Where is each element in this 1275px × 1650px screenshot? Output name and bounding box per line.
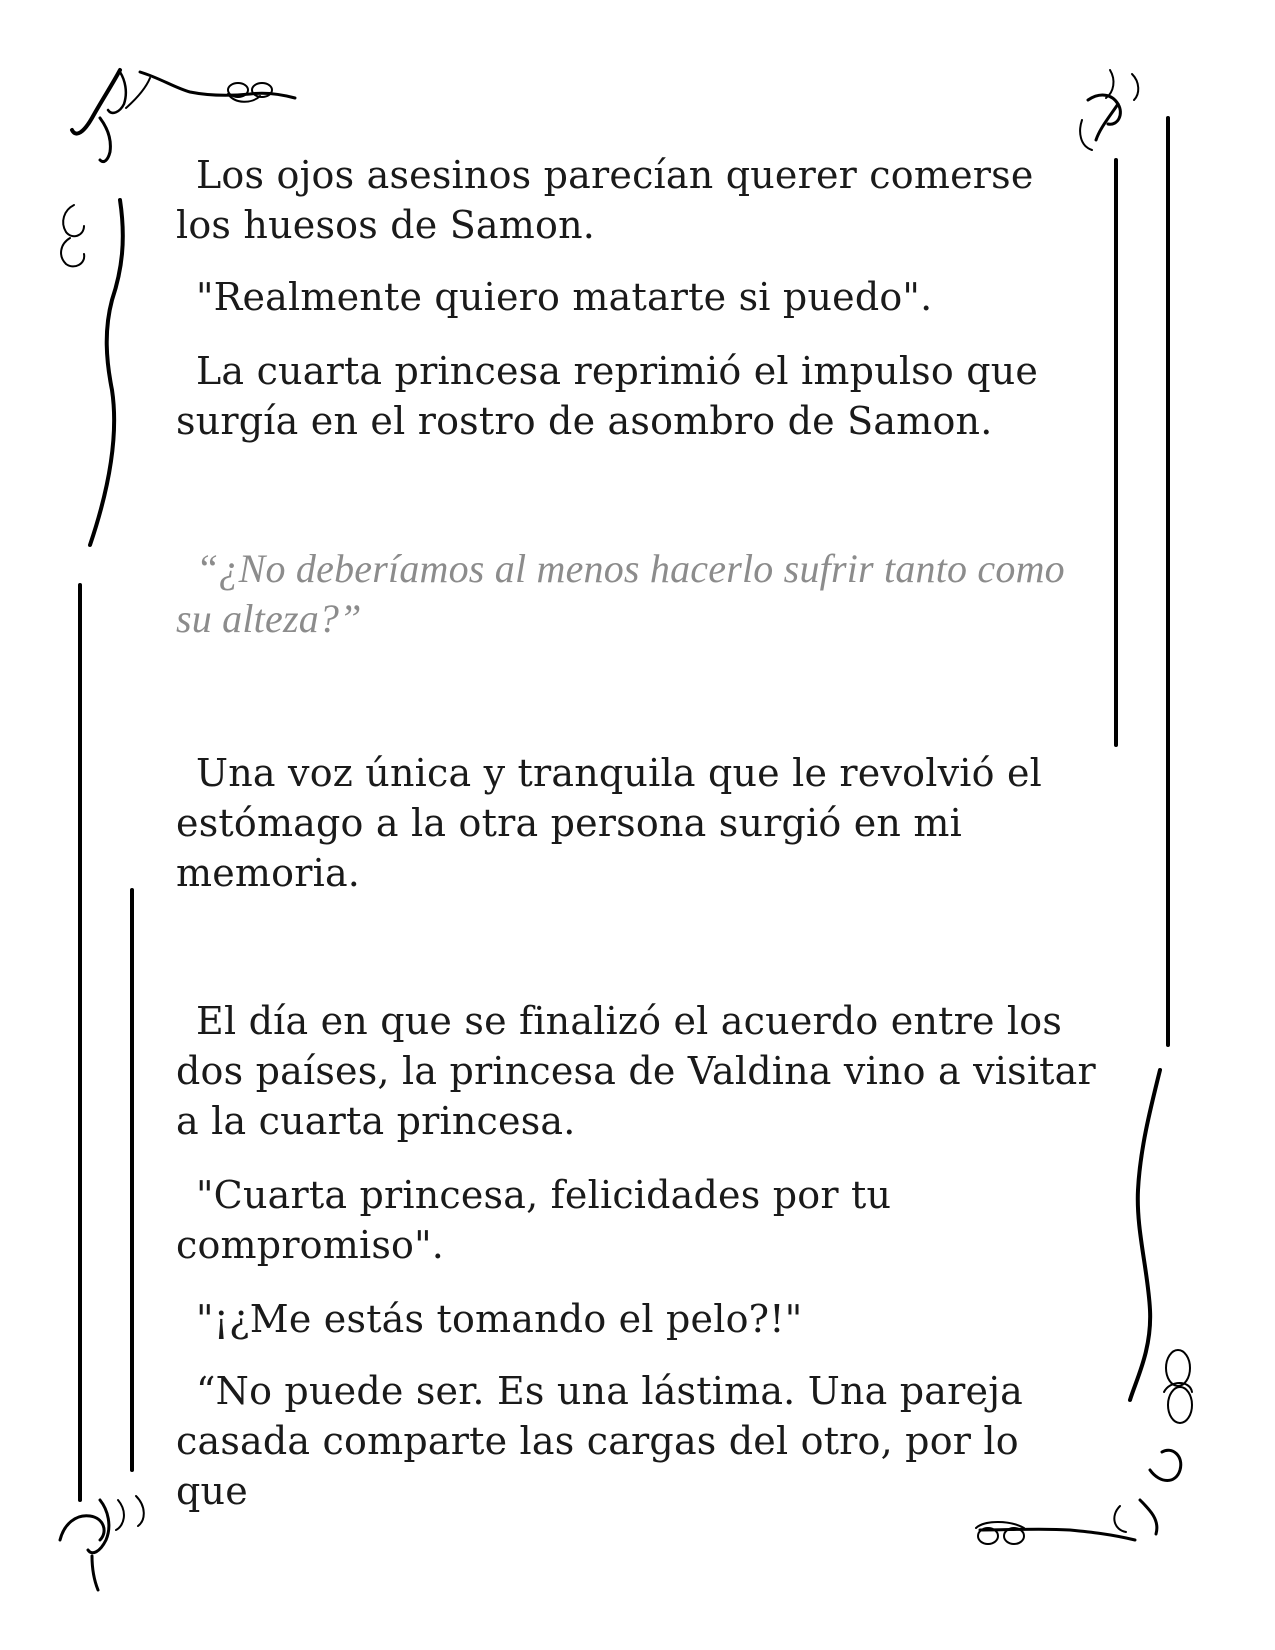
paragraph: Los ojos asesinos parecían querer comerse los huesos de Samon. [176,153,1034,247]
paragraph: Una voz única y tranquila que le revolvió el estómago a la otra persona surgió en mi memoria. [176,751,1043,895]
paragraph: “No puede ser. Es una lástima. Una pareja casada comparte las cargas del otro, por lo que [176,1369,1024,1513]
italic-thought-paragraph: “¿No deberíamos al menos hacerlo sufrir tanto como su alteza?” [176,546,1065,641]
paragraph: El día en que se finalizó el acuerdo entre los dos países, la princesa de Valdina vino a visitar a la cuarta princesa. [176,999,1096,1143]
bottom-left-flourish-icon [60,1496,144,1590]
paragraph: "Realmente quiero matarte si puedo". [196,275,933,319]
paragraph: "Cuarta princesa, felicidades por tu compromiso". [176,1173,892,1267]
paragraph: La cuarta princesa reprimió el impulso que surgía en el rostro de asombro de Samon. [176,349,1039,443]
paragraph: "¡¿Me estás tomando el pelo?!" [196,1297,803,1341]
